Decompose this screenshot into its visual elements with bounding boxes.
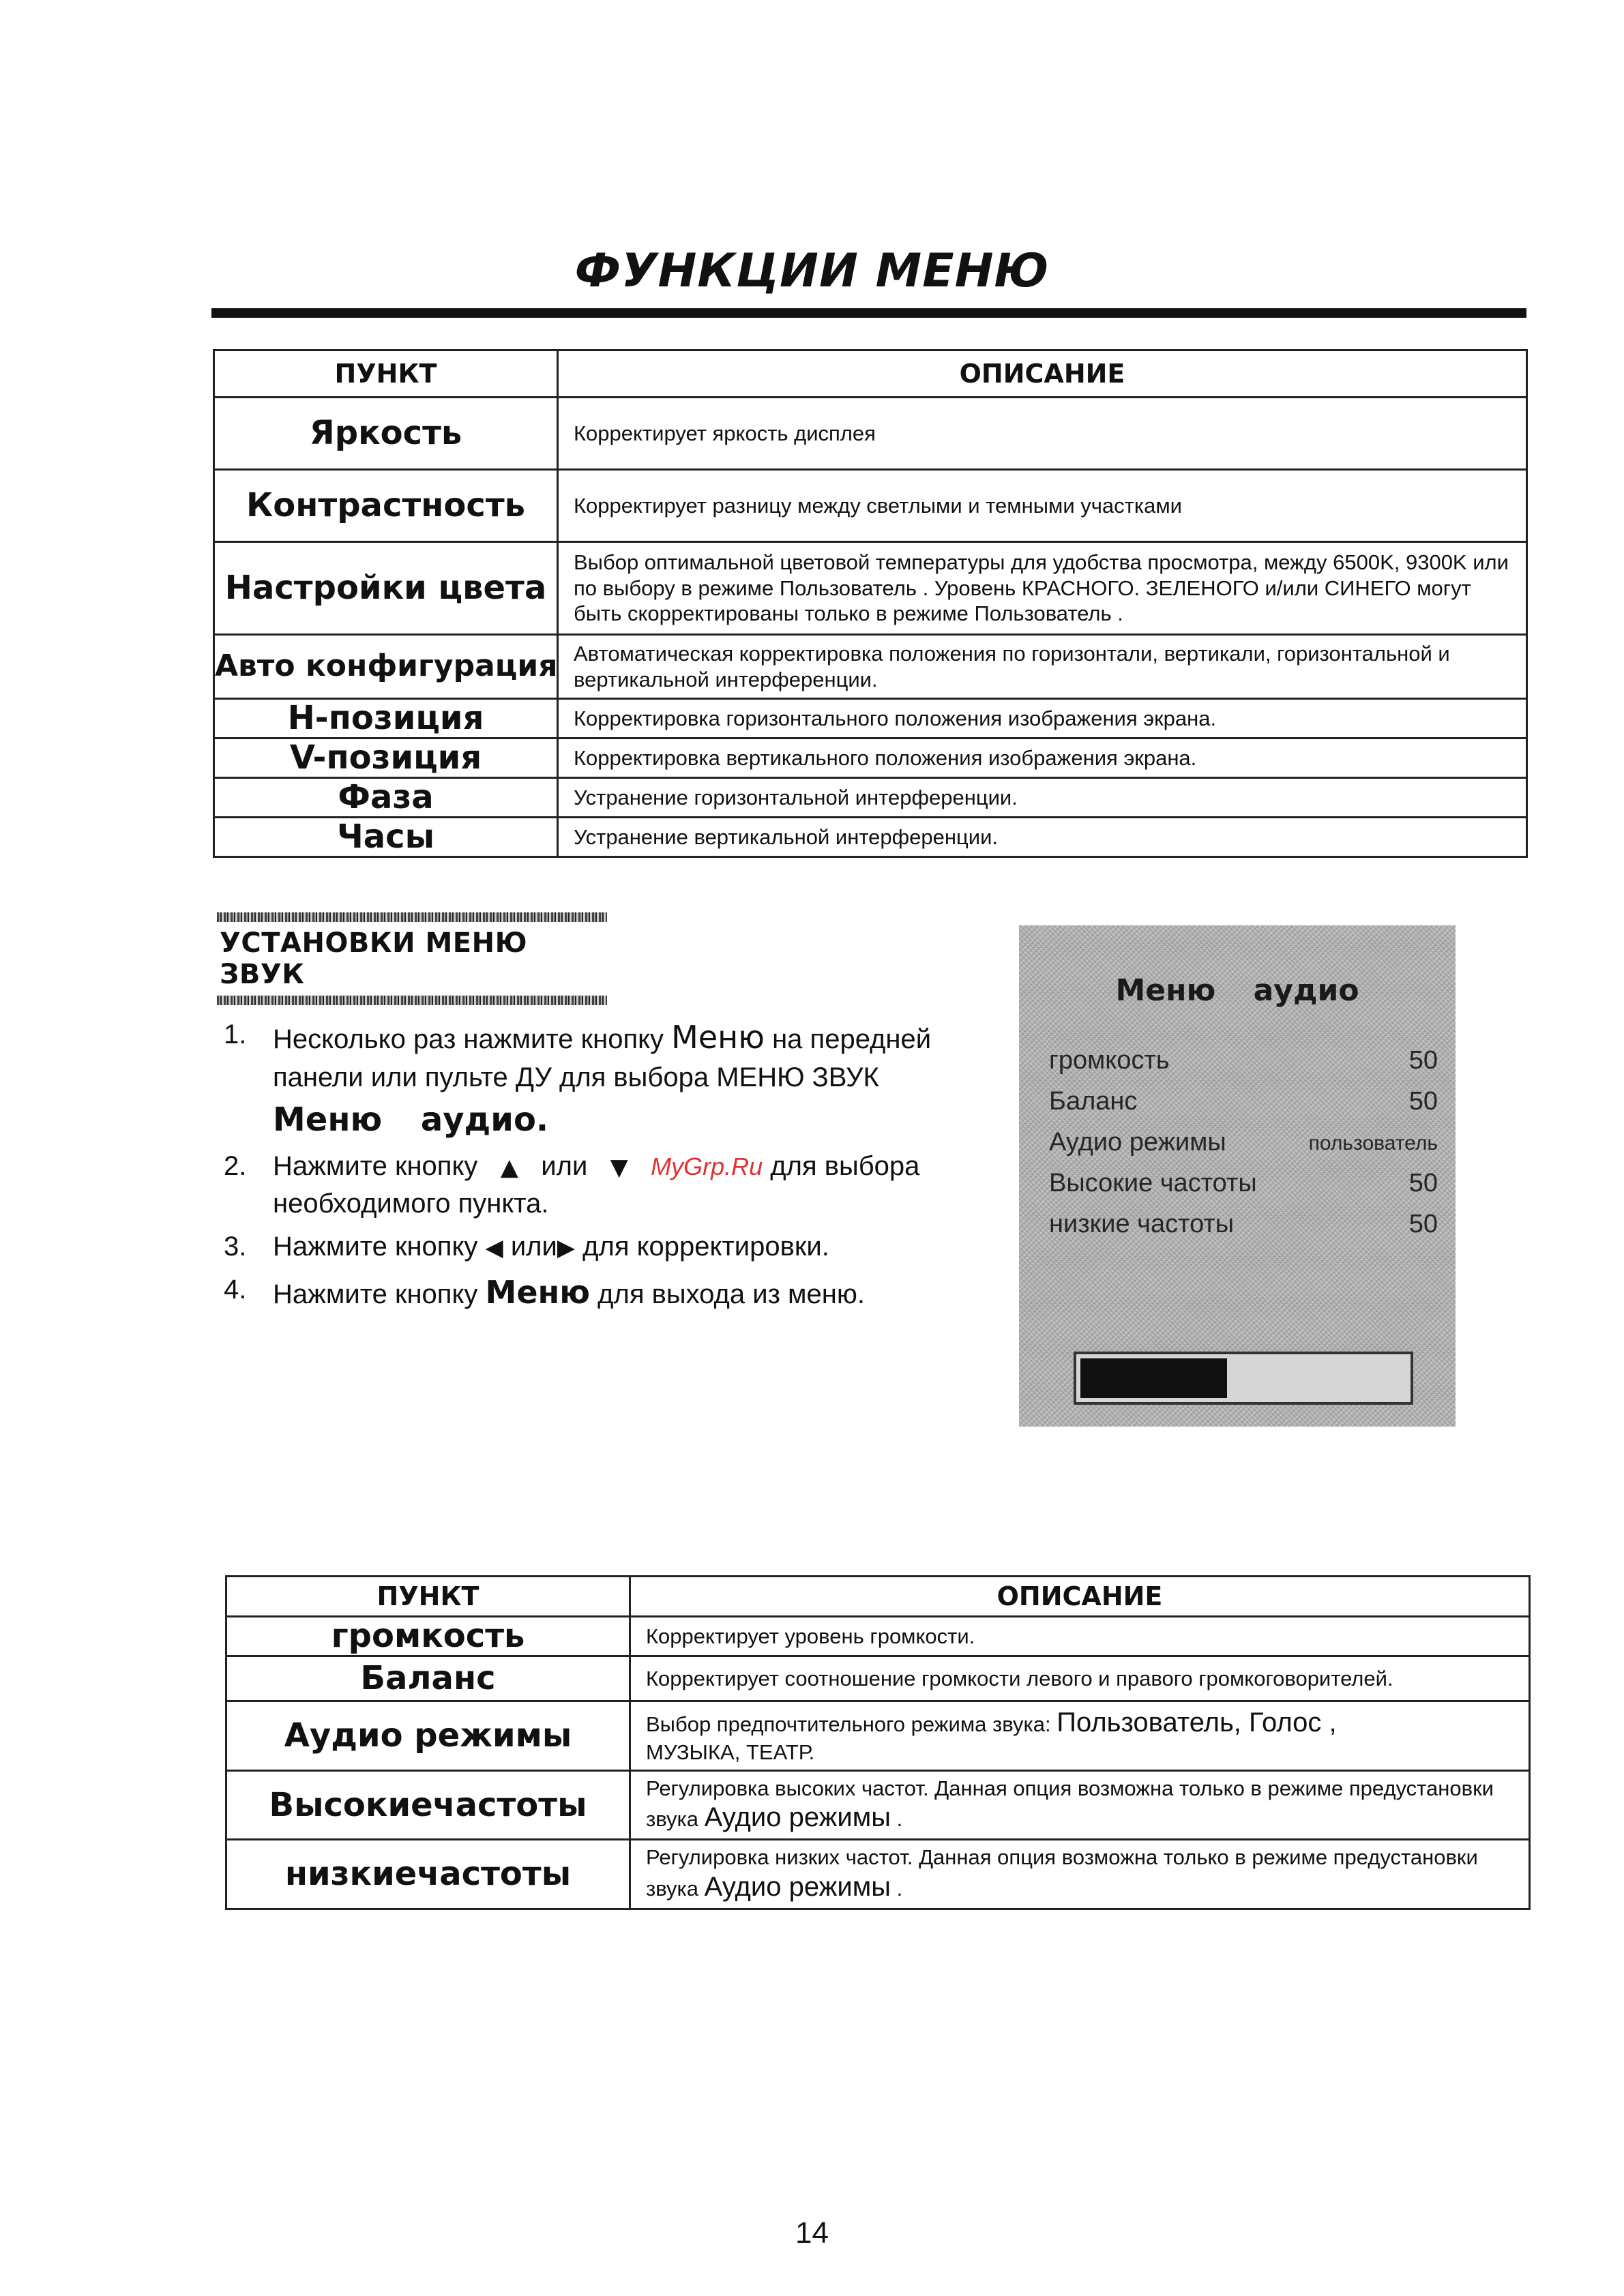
item-description: Корректирует соотношение громкости левого и правого громкоговорителей.: [630, 1656, 1530, 1701]
down-arrow-icon: ▼: [610, 1153, 628, 1181]
item-name: Настройки цвета: [214, 542, 558, 635]
item-description: [630, 1770, 1530, 1840]
item-description: Корректировка вертикального положения изображения экрана.: [558, 739, 1527, 778]
table-row: [214, 398, 1527, 470]
step-number: 2.: [224, 1150, 247, 1181]
table-row: [226, 1656, 1530, 1701]
table-row: [214, 739, 1527, 778]
item-name: громкость: [226, 1617, 630, 1656]
menu-keyword: Меню: [671, 1019, 765, 1056]
step-number: 4.: [224, 1274, 247, 1305]
menu-name: Меню аудио.: [273, 1100, 549, 1139]
osd-row-value: пользователь: [1308, 1132, 1438, 1154]
item-name: Контрастность: [214, 470, 558, 542]
table-row: [214, 778, 1527, 818]
item-description: Автоматическая корректировка положения по горизонтали, вертикали, горизонтальной и вертикальной интерференции.: [558, 635, 1527, 699]
step-number: 1.: [224, 1019, 247, 1049]
osd-menu-row: [1049, 1046, 1438, 1084]
heading-decor-bar: [217, 996, 607, 1005]
section-title: УСТАНОВКИ МЕНЮ ЗВУК: [220, 927, 528, 990]
item-name: Фаза: [214, 778, 558, 818]
item-name: Авто конфигурация: [214, 635, 558, 699]
step-text: для выхода из меню.: [597, 1279, 865, 1310]
item-name: H-позиция: [214, 699, 558, 739]
heading-decor-bar: [217, 912, 607, 922]
step-text: необходимого пункта.: [273, 1189, 549, 1219]
item-name: V-позиция: [214, 739, 558, 778]
osd-row-label: громкость: [1049, 1046, 1170, 1075]
osd-menu-row: [1049, 1128, 1438, 1166]
step-text: или: [510, 1232, 557, 1262]
description-text: Регулировка высоких частот. Данная опция возможна только в режиме предустановки звука: [646, 1776, 1494, 1832]
step-text: Нажмите кнопку: [273, 1150, 478, 1181]
item-description: [630, 1701, 1530, 1771]
item-description: Корректирует уровень громкости.: [630, 1617, 1530, 1656]
osd-row-value: 50: [1408, 1046, 1438, 1075]
step-text: Нажмите кнопку: [273, 1279, 478, 1310]
step-text: или: [541, 1150, 588, 1181]
table-row: [226, 1701, 1530, 1771]
osd-row-label: Баланс: [1049, 1087, 1138, 1116]
page-title: ФУНКЦИИ МЕНЮ: [574, 244, 1050, 298]
column-header-description: ОПИСАНИЕ: [558, 351, 1527, 398]
step-item: [224, 1271, 960, 1314]
step-number: 3.: [224, 1232, 247, 1262]
title-rule: [211, 308, 1526, 318]
description-keyword: Пользователь, Голос ,: [1057, 1708, 1337, 1738]
table-row: [214, 470, 1527, 542]
table-row: [214, 818, 1527, 857]
table-header-row: [214, 351, 1527, 398]
item-description: Устранение горизонтальной интерференции.: [558, 778, 1527, 818]
menu-functions-table: [213, 349, 1528, 858]
audio-menu-osd-image: [1019, 925, 1456, 1427]
item-description: Корректирует разницу между светлыми и темными участками: [558, 470, 1527, 542]
table-row: [226, 1840, 1530, 1909]
osd-level-bar: [1074, 1352, 1413, 1405]
step-text: Нажмите кнопку: [273, 1232, 478, 1262]
osd-row-value: 50: [1408, 1169, 1438, 1197]
item-name: Высокиечастоты: [226, 1770, 630, 1840]
item-description: Корректирует яркость дисплея: [558, 398, 1527, 470]
table-row: [214, 635, 1527, 699]
step-item: [224, 1148, 960, 1223]
menu-keyword: Меню: [485, 1274, 591, 1311]
item-name: Часы: [214, 818, 558, 857]
description-keyword: Аудио режимы: [704, 1872, 891, 1903]
osd-menu-row: [1049, 1087, 1438, 1125]
description-text: МУЗЫКА, ТЕАТР.: [646, 1740, 815, 1764]
osd-menu-row: [1049, 1169, 1438, 1207]
table-row: [214, 699, 1527, 739]
osd-menu-row: [1049, 1210, 1438, 1248]
column-header-item: ПУНКТ: [214, 351, 558, 398]
table-row: [226, 1617, 1530, 1656]
step-item: [224, 1016, 960, 1142]
osd-row-label: Высокие частоты: [1049, 1169, 1257, 1197]
item-name: низкиечастоты: [226, 1840, 630, 1909]
step-text: для корректировки.: [582, 1232, 829, 1262]
description-keyword: Аудио режимы: [704, 1802, 891, 1833]
right-arrow-icon: ▶: [557, 1234, 576, 1262]
osd-row-label: низкие частоты: [1049, 1210, 1235, 1238]
page-number: 14: [795, 2216, 829, 2250]
osd-row-label: Аудио режимы: [1049, 1128, 1226, 1157]
item-name: Баланс: [226, 1656, 630, 1701]
osd-level-bar-fill: [1080, 1358, 1227, 1398]
osd-title: Меню аудио: [1115, 973, 1359, 1008]
up-arrow-icon: ▲: [500, 1153, 518, 1181]
item-description: [630, 1840, 1530, 1909]
left-arrow-icon: ◀: [485, 1234, 503, 1262]
osd-row-value: 50: [1408, 1087, 1438, 1116]
table-row: [214, 542, 1527, 635]
table-row: [226, 1770, 1530, 1840]
step-item: [224, 1228, 960, 1266]
item-description: Устранение вертикальной интерференции.: [558, 818, 1527, 857]
sound-menu-table: [225, 1575, 1531, 1910]
item-description: Корректировка горизонтального положения изображения экрана.: [558, 699, 1527, 739]
watermark: MyGrp.Ru: [651, 1152, 763, 1180]
step-text: на передней панели или пульте ДУ для выбора МЕНЮ ЗВУК: [273, 1024, 932, 1093]
item-description: Выбор оптимальной цветовой температуры для удобства просмотра, между 6500K, 9300K или по выбору в режиме Пользователь . Уровень КРАСНОГО. ЗЕЛЕНОГО и/или СИНЕГО могут быть скорректированы только в режиме Пользователь .: [558, 542, 1527, 635]
column-header-description: ОПИСАНИЕ: [630, 1577, 1530, 1617]
description-text: Выбор предпочтительного режима звука:: [646, 1712, 1051, 1736]
description-text: Регулировка низких частот. Данная опция возможна только в режиме предустановки звука: [646, 1845, 1478, 1901]
instruction-steps: [224, 1016, 960, 1320]
step-text: Несколько раз нажмите кнопку: [273, 1024, 664, 1054]
column-header-item: ПУНКТ: [226, 1577, 630, 1617]
item-name: Аудио режимы: [226, 1701, 630, 1771]
description-text: .: [896, 1877, 903, 1901]
description-text: .: [896, 1807, 903, 1832]
step-text: для выбора: [770, 1150, 920, 1181]
osd-row-value: 50: [1408, 1210, 1438, 1238]
item-name: Яркость: [214, 398, 558, 470]
sound-section-heading: [217, 912, 607, 1005]
table-header-row: [226, 1577, 1530, 1617]
